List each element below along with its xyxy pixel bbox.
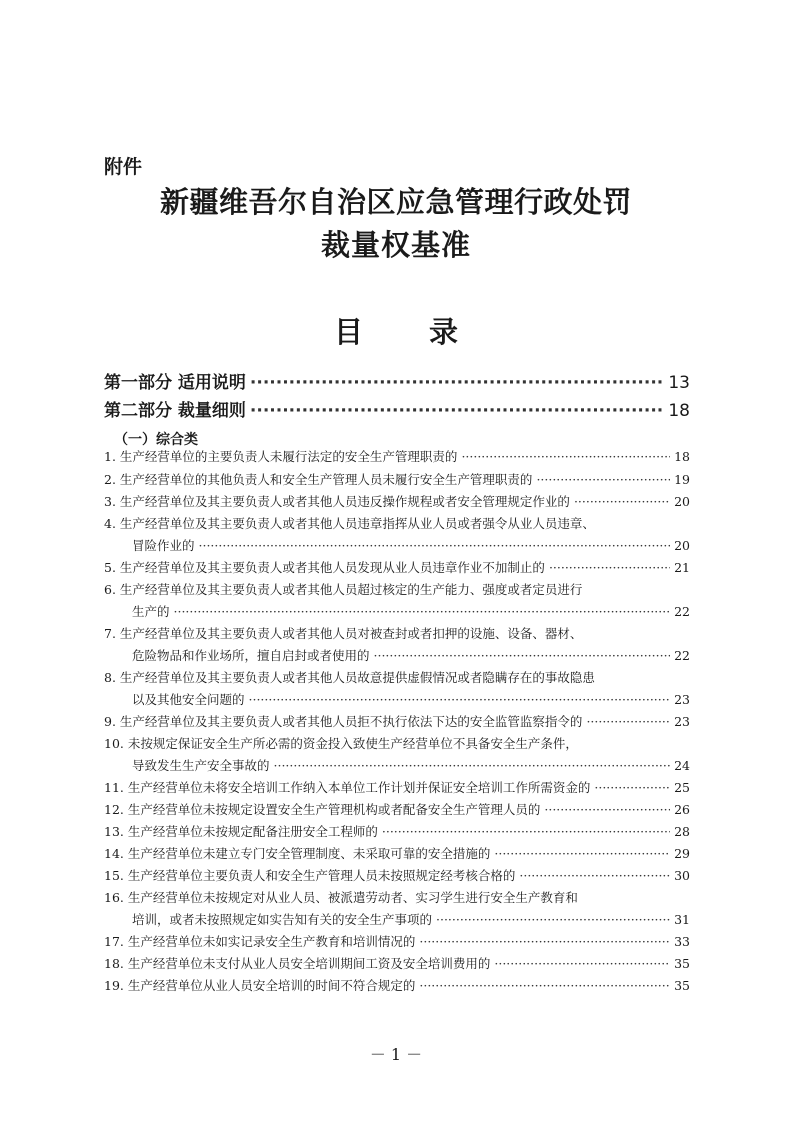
toc-item-7-line2[interactable]: [132, 646, 690, 664]
toc-page-number: 35: [674, 956, 690, 971]
toc-item-10-line1[interactable]: [104, 734, 578, 752]
toc-item-12[interactable]: [104, 800, 690, 818]
toc-item-text: 生产经营单位的主要负责人未履行法定的安全生产管理职责的: [119, 449, 458, 464]
toc-item-number: 13.: [104, 824, 124, 839]
leader-dots: [374, 648, 671, 663]
toc-item-number: 8.: [104, 670, 116, 685]
toc-item-8-line2[interactable]: [132, 690, 690, 708]
toc-item-10-line2[interactable]: [132, 756, 690, 774]
toc-item-text: 生产经营单位未按规定设置安全生产管理机构或者配备安全生产管理人员的: [127, 802, 541, 817]
leader-dots: [594, 780, 670, 795]
toc-page-number: 21: [674, 560, 690, 575]
toc-item-text: 生产经营单位及其主要负责人或者其他人员拒不执行依法下达的安全监管监察指令的: [119, 714, 583, 729]
toc-item-number: 12.: [104, 802, 124, 817]
toc-item-number: 19.: [104, 978, 124, 993]
toc-item-number: 14.: [104, 846, 124, 861]
toc-item-18[interactable]: [104, 954, 690, 972]
toc-item-text-cont: 危险物品和作业场所，擅自启封或者使用的: [132, 648, 370, 663]
leader-dots: [436, 912, 670, 927]
leader-dots: [494, 956, 670, 971]
leader-dots: [174, 604, 671, 619]
toc-item-7-line1[interactable]: [104, 624, 582, 642]
toc-page-number: 35: [674, 978, 690, 993]
toc-page-number: 20: [674, 494, 690, 509]
attachment-label: 附件: [104, 156, 143, 178]
toc-part-1[interactable]: [104, 368, 690, 393]
toc-item-16-line2[interactable]: [132, 910, 690, 928]
leader-dots: [461, 449, 670, 464]
toc-item-9[interactable]: [104, 712, 690, 730]
leader-dots: [382, 824, 670, 839]
toc-page-number: 18: [668, 401, 690, 421]
toc-item-1[interactable]: [104, 447, 690, 465]
toc-item-text: 生产经营单位从业人员安全培训的时间不符合规定的: [127, 978, 416, 993]
toc-item-19[interactable]: [104, 976, 690, 994]
toc-item-text-cont: 以及其他安全问题的: [132, 692, 245, 707]
document-title-line2: 裁量权基准: [320, 228, 471, 262]
leader-dots: [549, 560, 670, 575]
toc-item-number: 1.: [104, 449, 116, 464]
toc-item-6-line1[interactable]: [104, 580, 582, 598]
leader-dots: [536, 472, 670, 487]
toc-item-text-cont: 导致发生生产安全事故的: [132, 758, 270, 773]
toc-item-15[interactable]: [104, 866, 690, 884]
leader-dots: [544, 802, 670, 817]
toc-page-number: 18: [674, 449, 690, 464]
toc-part-2[interactable]: [104, 396, 690, 421]
toc-item-number: 11.: [104, 780, 124, 795]
toc-item-6-line2[interactable]: [132, 602, 690, 620]
toc-item-text: 生产经营单位未建立专门安全管理制度、未采取可靠的安全措施的: [127, 846, 491, 861]
leader-dots: [274, 758, 671, 773]
toc-page-number: 29: [674, 846, 690, 861]
leader-dots: [250, 373, 664, 393]
toc-item-number: 9.: [104, 714, 116, 729]
toc-item-text-cont: 冒险作业的: [132, 538, 195, 553]
toc-item-17[interactable]: [104, 932, 690, 950]
toc-item-text: 生产经营单位未按规定配备注册安全工程师的: [127, 824, 378, 839]
toc-item-text: 生产经营单位及其主要负责人或者其他人员违反操作规程或者安全管理规定作业的: [119, 494, 570, 509]
toc-page-number: 28: [674, 824, 690, 839]
toc-page-number: 24: [674, 758, 690, 773]
toc-item-text: 生产经营单位及其主要负责人或者其他人员违章指挥从业人员或者强令从业人员违章、: [119, 516, 595, 531]
toc-item-text: 生产经营单位的其他负责人和安全生产管理人员未履行安全生产管理职责的: [119, 472, 533, 487]
toc-page-number: 23: [674, 714, 690, 729]
toc-page-number: 23: [674, 692, 690, 707]
toc-page-number: 22: [674, 604, 690, 619]
toc-item-text: 生产经营单位及其主要负责人或者其他人员发现从业人员违章作业不加制止的: [119, 560, 545, 575]
toc-item-number: 16.: [104, 890, 124, 905]
toc-page-number: 26: [674, 802, 690, 817]
toc-item-number: 2.: [104, 472, 116, 487]
toc-item-11[interactable]: [104, 778, 690, 796]
document-title-line1: 新疆维吾尔自治区应急管理行政处罚: [159, 185, 632, 219]
toc-item-text-cont: 培训，或者未按照规定如实告知有关的安全生产事项的: [132, 912, 433, 927]
toc-item-number: 10.: [104, 736, 124, 751]
toc-item-number: 4.: [104, 516, 116, 531]
toc-item-number: 15.: [104, 868, 124, 883]
toc-page-number: 31: [674, 912, 690, 927]
leader-dots: [199, 538, 671, 553]
toc-page-number: 30: [674, 868, 690, 883]
toc-part-label: 第二部分 裁量细则: [104, 401, 246, 421]
toc-item-number: 5.: [104, 560, 116, 575]
leader-dots: [249, 692, 671, 707]
toc-item-number: 6.: [104, 582, 116, 597]
toc-item-number: 18.: [104, 956, 124, 971]
toc-item-8-line1[interactable]: [104, 668, 595, 686]
toc-item-text: 未按规定保证安全生产所必需的资金投入致使生产经营单位不具备安全生产条件，: [127, 736, 578, 751]
toc-section-heading: （一）综合类: [114, 432, 198, 448]
leader-dots: [250, 401, 664, 421]
toc-item-text: 生产经营单位及其主要负责人或者其他人员故意提供虚假情况或者隐瞒存在的事故隐患: [119, 670, 595, 685]
toc-item-number: 17.: [104, 934, 124, 949]
toc-item-text: 生产经营单位未按规定对从业人员、被派遣劳动者、实习学生进行安全生产教育和: [127, 890, 578, 905]
toc-page-number: 13: [668, 373, 690, 393]
toc-item-text: 生产经营单位主要负责人和安全生产管理人员未按照规定经考核合格的: [127, 868, 516, 883]
toc-part-label: 第一部分 适用说明: [104, 373, 246, 393]
toc-heading: 目 录: [333, 315, 487, 349]
toc-page-number: 25: [674, 780, 690, 795]
toc-item-4-line2[interactable]: [132, 536, 690, 554]
leader-dots: [586, 714, 670, 729]
leader-dots: [574, 494, 670, 509]
leader-dots: [419, 934, 670, 949]
toc-item-text: 生产经营单位及其主要负责人或者其他人员对被查封或者扣押的设施、设备、器材、: [119, 626, 583, 641]
toc-item-3[interactable]: [104, 492, 690, 510]
toc-item-number: 3.: [104, 494, 116, 509]
toc-page-number: 19: [674, 472, 690, 487]
toc-page-number: 22: [674, 648, 690, 663]
toc-item-number: 7.: [104, 626, 116, 641]
leader-dots: [494, 846, 670, 861]
toc-item-16-line1[interactable]: [104, 888, 578, 906]
page-number-footer: － 1 －: [369, 1045, 423, 1064]
toc-page-number: 20: [674, 538, 690, 553]
toc-item-text-cont: 生产的: [132, 604, 170, 619]
toc-item-14[interactable]: [104, 844, 690, 862]
leader-dots: [419, 978, 670, 993]
toc-page-number: 33: [674, 934, 690, 949]
toc-item-4-line1[interactable]: [104, 514, 595, 532]
toc-item-2[interactable]: [104, 470, 690, 488]
toc-item-text: 生产经营单位未如实记录安全生产教育和培训情况的: [127, 934, 416, 949]
leader-dots: [519, 868, 670, 883]
toc-item-text: 生产经营单位未将安全培训工作纳入本单位工作计划并保证安全培训工作所需资金的: [127, 780, 591, 795]
toc-item-text: 生产经营单位及其主要负责人或者其他人员超过核定的生产能力、强度或者定员进行: [119, 582, 583, 597]
toc-item-5[interactable]: [104, 558, 690, 576]
toc-item-13[interactable]: [104, 822, 690, 840]
toc-item-text: 生产经营单位未支付从业人员安全培训期间工资及安全培训费用的: [127, 956, 491, 971]
